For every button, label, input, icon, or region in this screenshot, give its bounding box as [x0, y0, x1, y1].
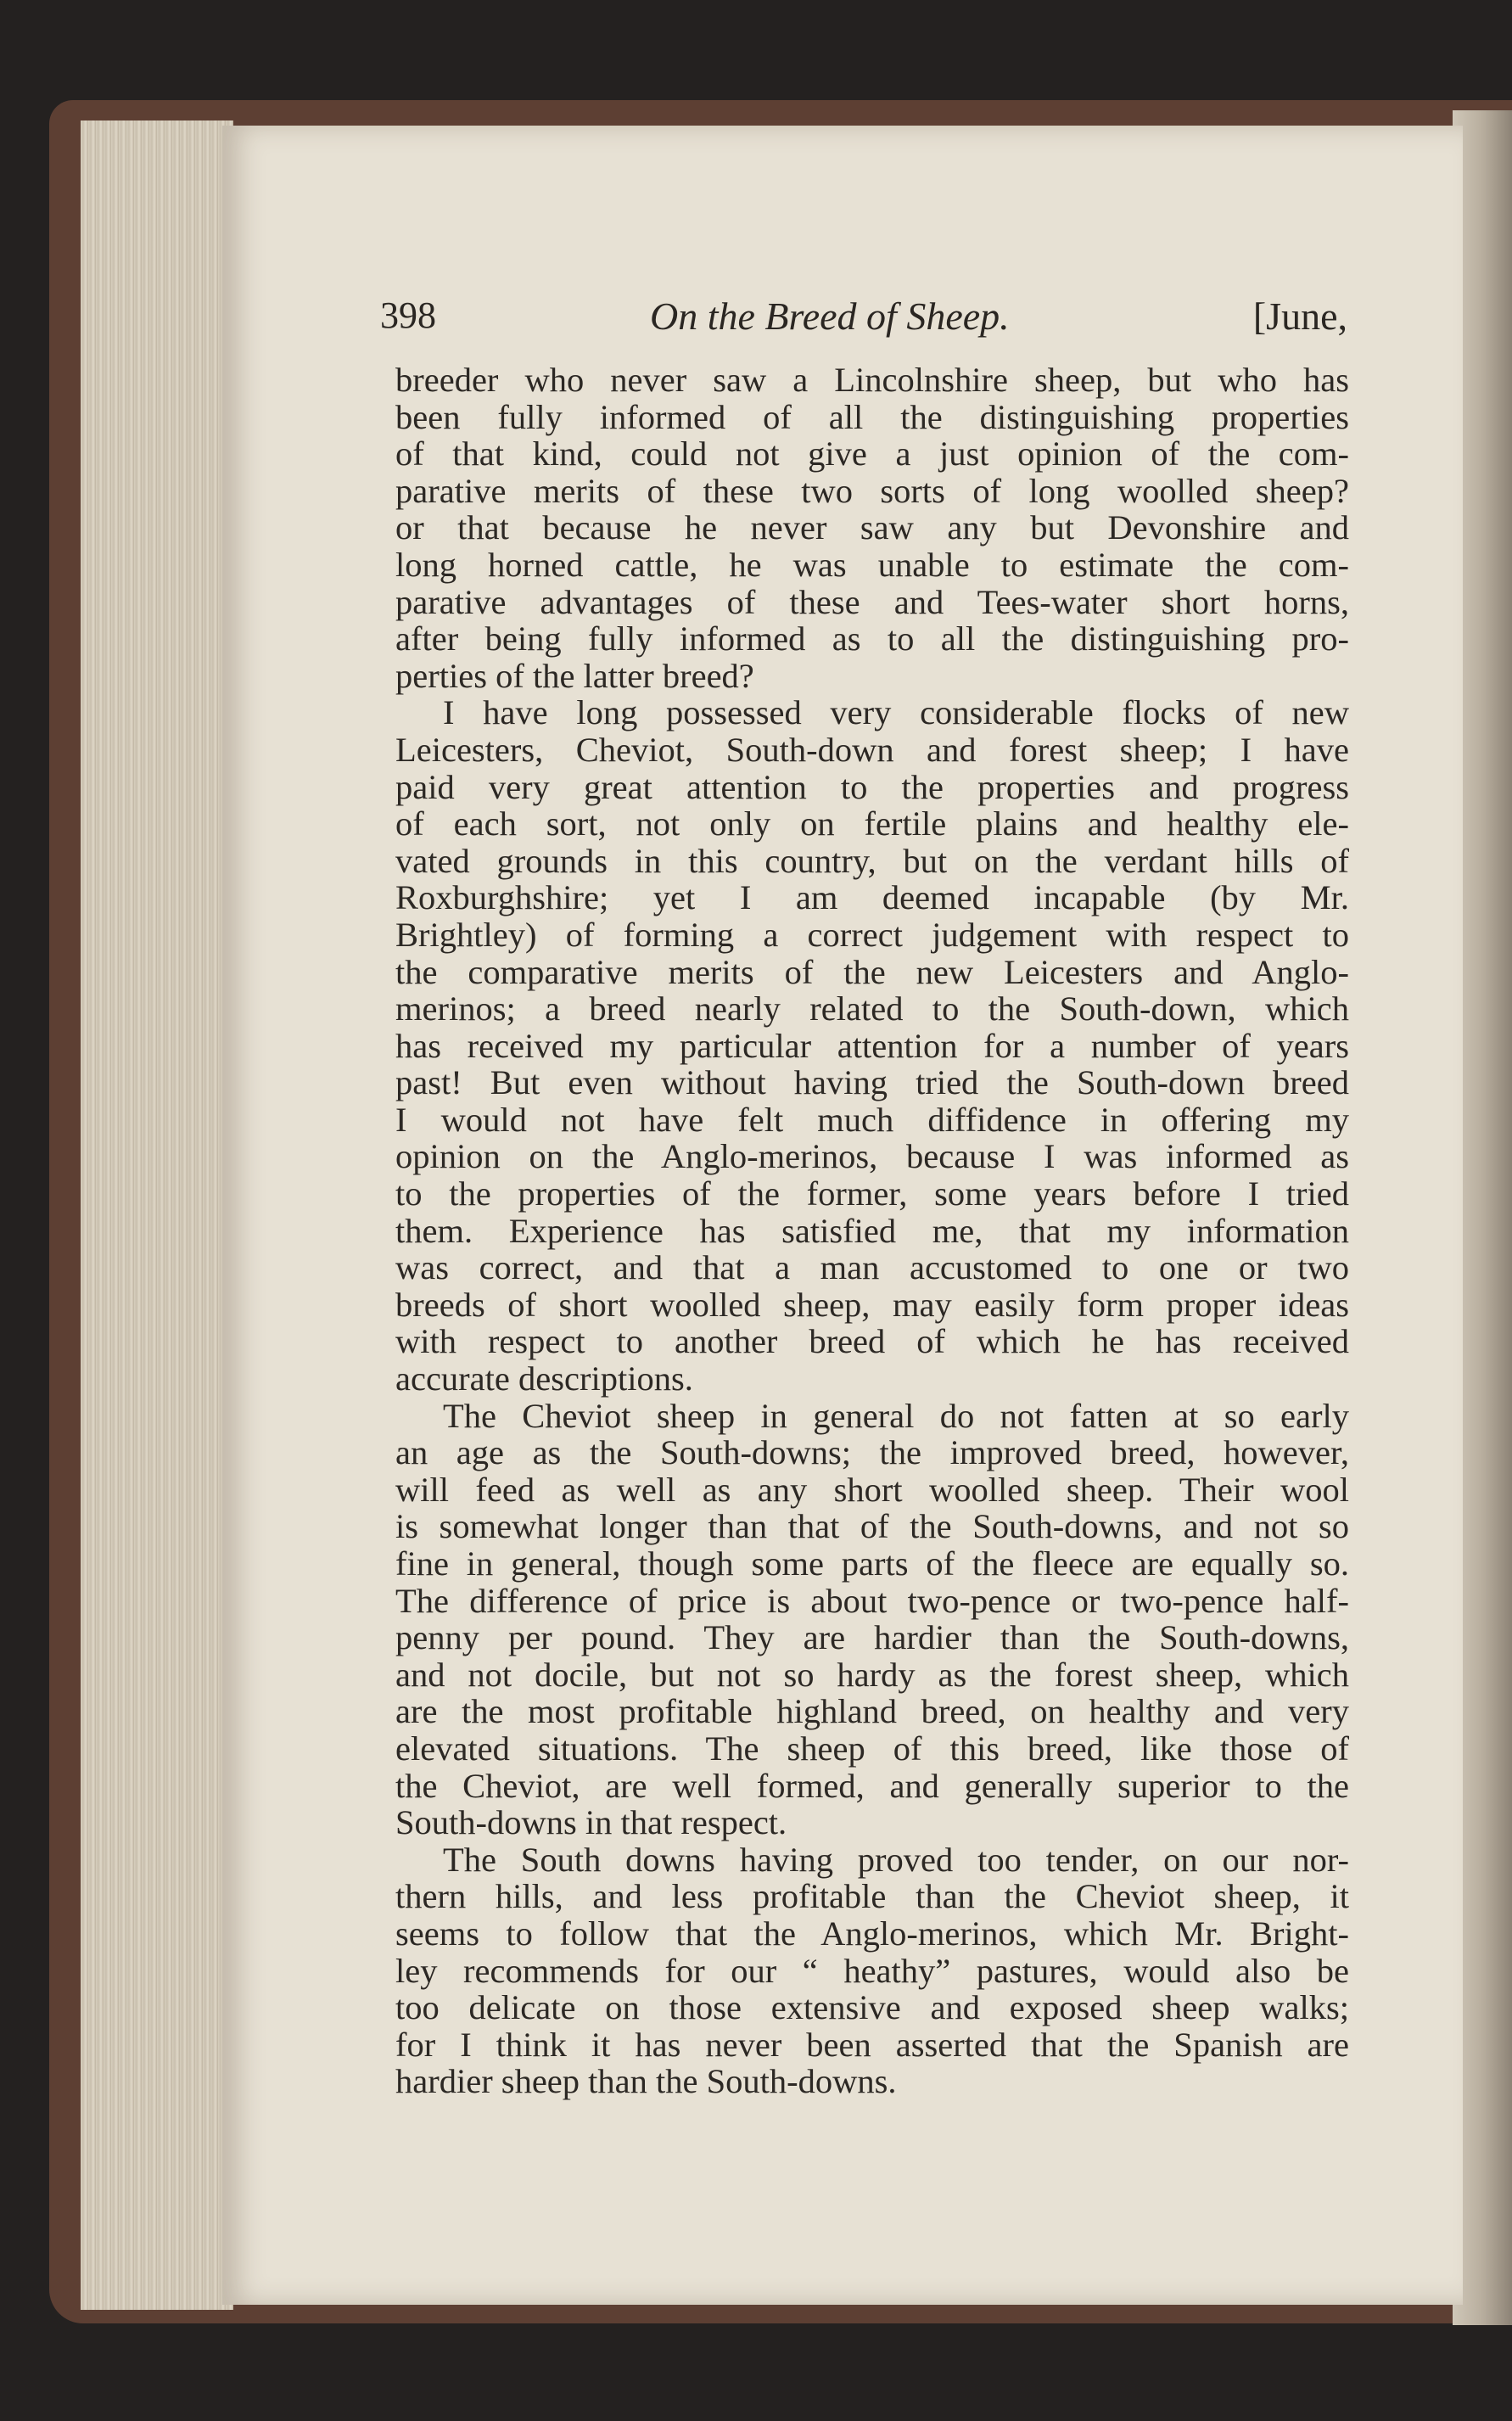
- header-date: [June,: [1252, 294, 1347, 338]
- text-line: Leicesters, Cheviot, South-down and forest sheep; I have: [395, 730, 1349, 769]
- text-line: ley recommends for our “ heathy” pastures, would also be: [395, 1951, 1349, 1990]
- text-line: with respect to another breed of which he has received: [395, 1322, 1349, 1361]
- text-line: or that because he never saw any but Devonshire and: [395, 508, 1349, 547]
- text-line: The difference of price is about two-pence or two-pence half-: [395, 1581, 1349, 1620]
- page-edges: [81, 120, 233, 2310]
- text-line: Roxburghshire; yet I am deemed incapable (by Mr.: [395, 878, 1349, 917]
- text-line: I have long possessed very considerable flocks of new: [443, 693, 1349, 732]
- page-number: 398: [380, 294, 436, 336]
- text-line: perties of the latter breed?: [395, 656, 754, 695]
- text-line: was correct, and that a man accustomed to one or two: [395, 1248, 1349, 1287]
- text-line: too delicate on those extensive and exposed sheep walks;: [395, 1988, 1349, 2027]
- text-line: past! But even without having tried the South-down breed: [395, 1063, 1349, 1102]
- text-line: The Cheviot sheep in general do not fatten at so early: [443, 1396, 1349, 1435]
- text-line: the Cheviot, are well formed, and generally superior to the: [395, 1766, 1349, 1805]
- page-header: [380, 294, 1347, 353]
- text-line: are the most profitable highland breed, on healthy and very: [395, 1692, 1349, 1731]
- text-line: after being fully informed as to all the distinguishing pro-: [395, 619, 1349, 658]
- text-line: been fully informed of all the distinguishing properties: [395, 397, 1349, 436]
- text-line: The South downs having proved too tender, on our nor-: [443, 1840, 1349, 1879]
- text-line: South-downs in that respect.: [395, 1803, 787, 1842]
- text-line: them. Experience has satisfied me, that my information: [395, 1211, 1349, 1250]
- paragraph: [395, 694, 1349, 1397]
- text-line: accurate descriptions.: [395, 1359, 693, 1398]
- running-title: On the Breed of Sheep.: [650, 294, 1010, 338]
- text-line: an age as the South-downs; the improved breed, however,: [395, 1433, 1349, 1472]
- text-line: is somewhat longer than that of the South-downs, and not so: [395, 1507, 1349, 1546]
- text-line: paid very great attention to the properties and progress: [395, 767, 1349, 806]
- text-line: Brightley) of forming a correct judgement with respect to: [395, 915, 1349, 954]
- text-line: the comparative merits of the new Leicesters and Anglo-: [395, 952, 1349, 991]
- text-line: of each sort, not only on fertile plains and healthy ele-: [395, 804, 1349, 843]
- text-line: fine in general, though some parts of the fleece are equally so.: [395, 1544, 1349, 1583]
- text-line: vated grounds in this country, but on the verdant hills of: [395, 841, 1349, 880]
- body-text: [395, 361, 1349, 2100]
- text-line: penny per pound. They are hardier than the South-downs,: [395, 1618, 1349, 1657]
- text-line: breeder who never saw a Lincolnshire sheep, but who has: [395, 361, 1349, 399]
- text-line: will feed as well as any short woolled sheep. Their wool: [395, 1470, 1349, 1509]
- text-line: I would not have felt much diffidence in offering my: [395, 1100, 1349, 1139]
- text-line: breeds of short woolled sheep, may easily form proper ideas: [395, 1285, 1349, 1324]
- text-line: thern hills, and less profitable than the Cheviot sheep, it: [395, 1877, 1349, 1916]
- text-line: has received my particular attention for a number of years: [395, 1026, 1349, 1065]
- text-line: merinos; a breed nearly related to the South-down, which: [395, 989, 1349, 1028]
- text-line: of that kind, could not give a just opinion of the com-: [395, 434, 1349, 474]
- text-line: hardier sheep than the South-downs.: [395, 2062, 897, 2101]
- paragraph: [395, 361, 1349, 694]
- paragraph: [395, 1841, 1349, 2100]
- paragraph: [395, 1398, 1349, 1841]
- text-line: seems to follow that the Anglo-merinos, which Mr. Bright-: [395, 1914, 1349, 1953]
- text-line: opinion on the Anglo-merinos, because I was informed as: [395, 1137, 1349, 1176]
- text-line: elevated situations. The sheep of this breed, like those of: [395, 1729, 1349, 1768]
- text-line: and not docile, but not so hardy as the forest sheep, which: [395, 1655, 1349, 1694]
- text-line: long horned cattle, he was unable to estimate the com-: [395, 545, 1349, 584]
- text-line: for I think it has never been asserted that the Spanish are: [395, 2025, 1349, 2064]
- text-line: to the properties of the former, some years before I tried: [395, 1174, 1349, 1213]
- text-line: parative merits of these two sorts of long woolled sheep?: [395, 471, 1349, 510]
- text-line: parative advantages of these and Tees-water short horns,: [395, 582, 1349, 621]
